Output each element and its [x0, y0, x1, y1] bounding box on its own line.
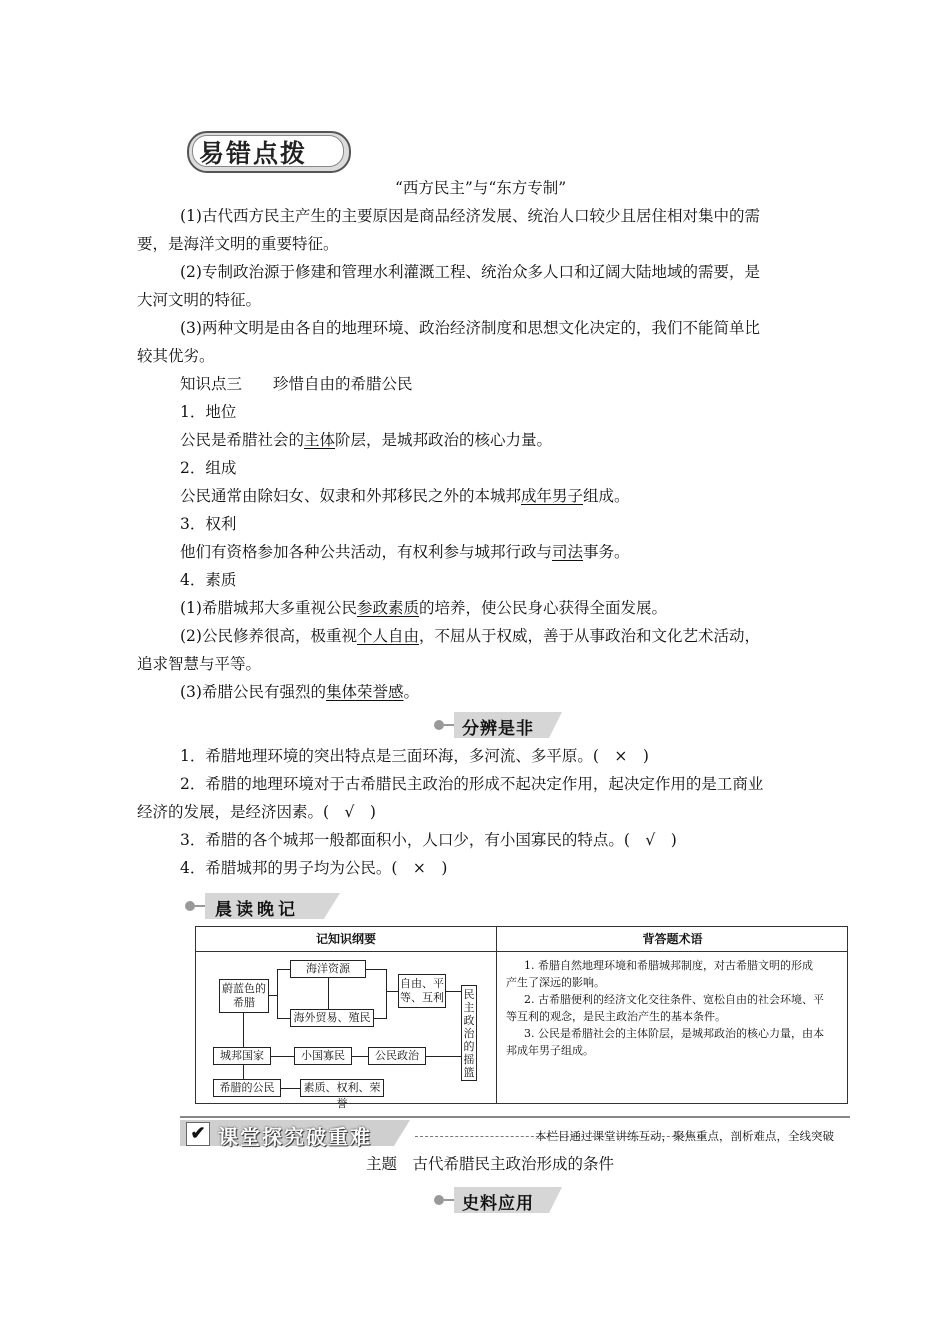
- quality-title: 4．素质: [180, 571, 237, 589]
- quality-2-line-2: 追求智慧与平等。: [137, 655, 262, 673]
- judge-item-3: 3．希腊的各个城邦一般都面积小，人口少，有小国寡民的特点。( √ ): [180, 831, 677, 849]
- classroom-section-title: 课堂探究破重难: [218, 1125, 372, 1149]
- material-tag: [434, 1187, 564, 1213]
- check-icon: ✔: [186, 1122, 210, 1146]
- point-1-line-2: 要，是海洋文明的重要特征。: [137, 235, 339, 253]
- judge-item-1: 1．希腊地理环境的突出特点是三面环海，多河流、多平原。( × ): [180, 747, 649, 765]
- note-3-line-2: 邦成年男子组成。: [506, 1044, 594, 1057]
- flow-box-citizen-politics: 公民政治: [368, 1047, 426, 1065]
- flow-box-freedom: 自由、平等、互利: [398, 974, 446, 1008]
- underlined-term: 个人自由: [356, 627, 419, 645]
- flow-box-cradle: 民主政治的摇篮: [461, 985, 477, 1081]
- underlined-term: 集体荣誉感: [325, 683, 404, 701]
- status-text: 公民是希腊社会的主体阶层，是城邦政治的核心力量。: [180, 431, 553, 449]
- quality-1: (1)希腊城邦大多重视公民参政素质的培养，使公民身心获得全面发展。: [180, 599, 667, 617]
- classroom-section-bar: [180, 1116, 850, 1148]
- flow-box-small-state: 小国寡民: [294, 1047, 352, 1065]
- judge-item-2-line-2: 经济的发展，是经济因素。( √ ): [137, 803, 376, 821]
- judge-tag-title: 分辨是非: [462, 719, 534, 739]
- flow-box-citizens: 希腊的公民: [213, 1079, 281, 1097]
- flow-box-trade: 海外贸易、殖民: [290, 1009, 374, 1027]
- error-tips-banner-title: 易错点拨: [199, 139, 308, 168]
- point-2-line-1: (2)专制政治源于修建和管理水利灌溉工程、统治众多人口和辽阔大陆地域的需要，是: [180, 263, 760, 281]
- underlined-term: 参政素质: [356, 599, 419, 617]
- flow-box-blue-sea: 蔚蓝色的希腊: [219, 979, 269, 1013]
- review-table: [195, 926, 848, 1110]
- underlined-term: 成年男子: [521, 487, 584, 505]
- review-tag-title: 晨读晚记: [215, 900, 299, 920]
- point-3-line-2: 较其优劣。: [137, 347, 215, 365]
- point-2-line-2: 大河文明的特征。: [137, 291, 262, 309]
- error-tips-banner: [183, 128, 351, 174]
- topic-title: 主题 古代希腊民主政治形成的条件: [366, 1155, 615, 1173]
- composition-text: 公民通常由除妇女、奴隶和外邦移民之外的本城邦成年男子组成。: [180, 487, 630, 505]
- point-3-line-1: (3)两种文明是由各自的地理环境、政治经济制度和思想文化决定的，我们不能简单比: [180, 319, 760, 337]
- note-3-line-1: 3. 公民是希腊社会的主体阶层，是城邦政治的核心力量，由本: [524, 1027, 824, 1040]
- judge-item-2-line-1: 2．希腊的地理环境对于古希腊民主政治的形成不起决定作用，起决定作用的是工商业: [180, 775, 764, 793]
- quality-3: (3)希腊公民有强烈的集体荣誉感。: [180, 683, 419, 701]
- note-2-line-2: 等互利的观念，是民主政治产生的基本条件。: [506, 1010, 726, 1023]
- point-1-line-1: (1)古代西方民主产生的主要原因是商品经济发展、统治人口较少且居住相对集中的需: [180, 207, 760, 225]
- composition-title: 2．组成: [180, 459, 237, 477]
- note-1-line-1: 1. 希腊自然地理环境和希腊城邦制度，对古希腊文明的形成: [524, 959, 813, 972]
- flow-box-ocean: 海洋资源: [290, 960, 366, 978]
- review-tag: [185, 893, 345, 919]
- material-tag-title: 史料应用: [462, 1194, 534, 1214]
- status-title: 1．地位: [180, 403, 237, 421]
- note-1-line-2: 产生了深远的影响。: [506, 976, 605, 989]
- quality-2: (2)公民修养很高，极重视个人自由，不屈从于权威，善于从事政治和文化艺术活动，: [180, 627, 760, 645]
- judge-item-4: 4．希腊城邦的男子均为公民。( × ): [180, 859, 448, 877]
- flow-box-qualities: 素质、权利、荣誉: [300, 1079, 384, 1097]
- section-title: “西方民主”与“东方专制”: [395, 179, 567, 197]
- judge-tag: [434, 712, 564, 738]
- flow-box-city-state: 城邦国家: [213, 1047, 271, 1065]
- note-2-line-1: 2. 古希腊便利的经济文化交往条件、宽松自由的社会环境、平: [524, 993, 824, 1006]
- underlined-term: 司法: [552, 543, 584, 561]
- table-header-right: 背答题术语: [497, 927, 848, 952]
- rights-title: 3．权利: [180, 515, 237, 533]
- classroom-section-desc: 本栏目通过课堂讲练互动，聚焦重点，剖析难点，全线突破: [535, 1129, 834, 1143]
- table-header-left: 记知识纲要: [196, 927, 496, 952]
- underlined-term: 主体: [304, 431, 336, 449]
- rights-text: 他们有资格参加各种公共活动，有权利参与城邦行政与司法事务。: [180, 543, 630, 561]
- knowledge-heading: 知识点三 珍惜自由的希腊公民: [180, 375, 413, 393]
